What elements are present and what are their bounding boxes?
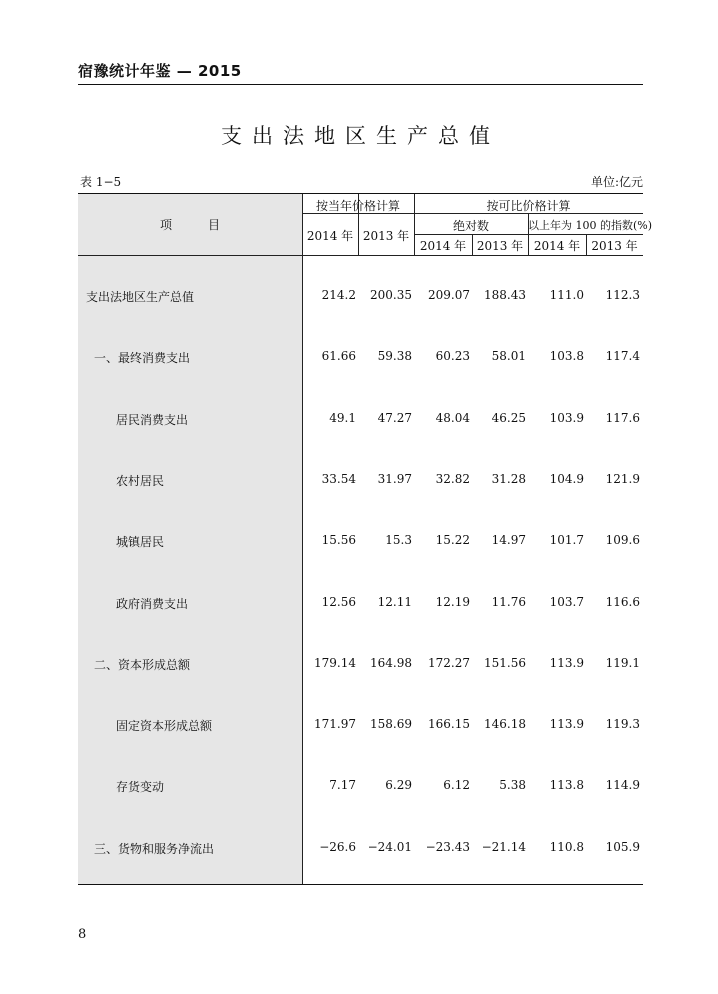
table-cell: 59.38	[377, 349, 412, 363]
table-cell: 103.9	[549, 411, 584, 425]
table-cell: 214.2	[321, 288, 356, 302]
table-cell: 179.14	[314, 656, 356, 670]
table-cell: 31.97	[377, 472, 412, 486]
row-label: 一、最终消费支出	[94, 351, 191, 365]
table-cell: 113.8	[549, 778, 584, 792]
header-year-2013: 2013 年	[476, 239, 524, 253]
page-number: 8	[78, 927, 87, 942]
row-label: 支出法地区生产总值	[86, 290, 195, 304]
row-label: 存货变动	[116, 780, 165, 794]
table-cell: 46.25	[491, 411, 526, 425]
row-label: 农村居民	[116, 474, 165, 488]
table-cell: 48.04	[435, 411, 470, 425]
table-cell: 31.28	[491, 472, 526, 486]
header-absolute: 绝对数	[452, 219, 489, 233]
table-cell: 105.9	[605, 840, 640, 854]
table-cell: 109.6	[605, 533, 640, 547]
table-cell: 15.22	[435, 533, 470, 547]
table-cell: 119.3	[605, 717, 640, 731]
header-rule	[78, 84, 643, 85]
table-cell: 14.97	[491, 533, 526, 547]
table-cell: 32.82	[435, 472, 470, 486]
table-cell: 114.9	[605, 778, 640, 792]
table-cell: 111.0	[549, 288, 584, 302]
row-label: 城镇居民	[116, 535, 165, 549]
table-cell: 113.9	[549, 717, 584, 731]
table-cell: 7.17	[329, 778, 356, 792]
table-cell: 104.9	[549, 472, 584, 486]
table-cell: 117.6	[605, 411, 640, 425]
table-cell: 164.98	[370, 656, 412, 670]
header-bottom-rule	[78, 255, 643, 256]
header-year-2014: 2014 年	[419, 239, 467, 253]
header-item: 项 目	[159, 218, 220, 232]
table-bottom-rule	[78, 884, 643, 885]
header-year-2014: 2014 年	[306, 229, 354, 243]
row-label: 政府消费支出	[116, 597, 189, 611]
table-cell: 113.9	[549, 656, 584, 670]
table-cell: 121.9	[605, 472, 640, 486]
table-number: 表 1−5	[80, 175, 122, 189]
table-cell: 116.6	[605, 595, 640, 609]
table-cell: 60.23	[435, 349, 470, 363]
page-title: 支出法地区生产总值	[221, 124, 500, 148]
table-cell: 188.43	[484, 288, 526, 302]
table-cell: 12.19	[435, 595, 470, 609]
table-cell: 172.27	[428, 656, 470, 670]
table-cell: 171.97	[314, 717, 356, 731]
table-cell: 49.1	[329, 411, 356, 425]
table-cell: 61.66	[321, 349, 356, 363]
header-year-2013: 2013 年	[591, 239, 638, 253]
table-cell: 158.69	[370, 717, 412, 731]
table-cell: 5.38	[499, 778, 526, 792]
table-cell: 6.29	[385, 778, 412, 792]
table-cell: 151.56	[484, 656, 526, 670]
table-cell: 200.35	[370, 288, 412, 302]
header-comparable-price: 按可比价格计算	[486, 199, 571, 213]
table-cell: 33.54	[321, 472, 356, 486]
table-cell: 101.7	[549, 533, 584, 547]
table-cell: 6.12	[443, 778, 470, 792]
header-year-2013: 2013 年	[362, 229, 410, 243]
table-cell: 112.3	[605, 288, 640, 302]
table-cell: 47.27	[377, 411, 412, 425]
table-cell: −24.01	[367, 840, 412, 854]
table-top-rule	[78, 193, 643, 194]
row-label: 居民消费支出	[116, 413, 189, 427]
running-head: 宿豫统计年鉴 — 2015	[78, 62, 242, 80]
table-cell: 103.7	[549, 595, 584, 609]
table-cell: 103.8	[549, 349, 584, 363]
table-cell: 146.18	[484, 717, 526, 731]
row-label: 二、资本形成总额	[94, 658, 191, 672]
table-cell: −26.6	[319, 840, 356, 854]
unit-label: 单位:亿元	[590, 175, 643, 189]
row-label: 三、货物和服务净流出	[94, 842, 215, 856]
table-cell: 117.4	[605, 349, 640, 363]
table-cell: 12.56	[321, 595, 356, 609]
table-cell: 119.1	[605, 656, 640, 670]
table-cell: 11.76	[491, 595, 526, 609]
table-cell: 15.56	[321, 533, 356, 547]
row-label: 固定资本形成总额	[116, 719, 213, 733]
header-rule-2	[414, 234, 643, 235]
table-cell: 166.15	[428, 717, 470, 731]
header-year-2014: 2014 年	[533, 239, 581, 253]
table-cell: 12.11	[377, 595, 412, 609]
header-index: 以上年为 100 的指数(%)	[528, 219, 653, 232]
table-cell: 58.01	[491, 349, 526, 363]
table-cell: 110.8	[549, 840, 584, 854]
table-cell: −23.43	[425, 840, 470, 854]
table-cell: 15.3	[385, 533, 412, 547]
table-cell: −21.14	[481, 840, 526, 854]
header-current-price: 按当年价格计算	[315, 199, 400, 213]
table-cell: 209.07	[428, 288, 470, 302]
